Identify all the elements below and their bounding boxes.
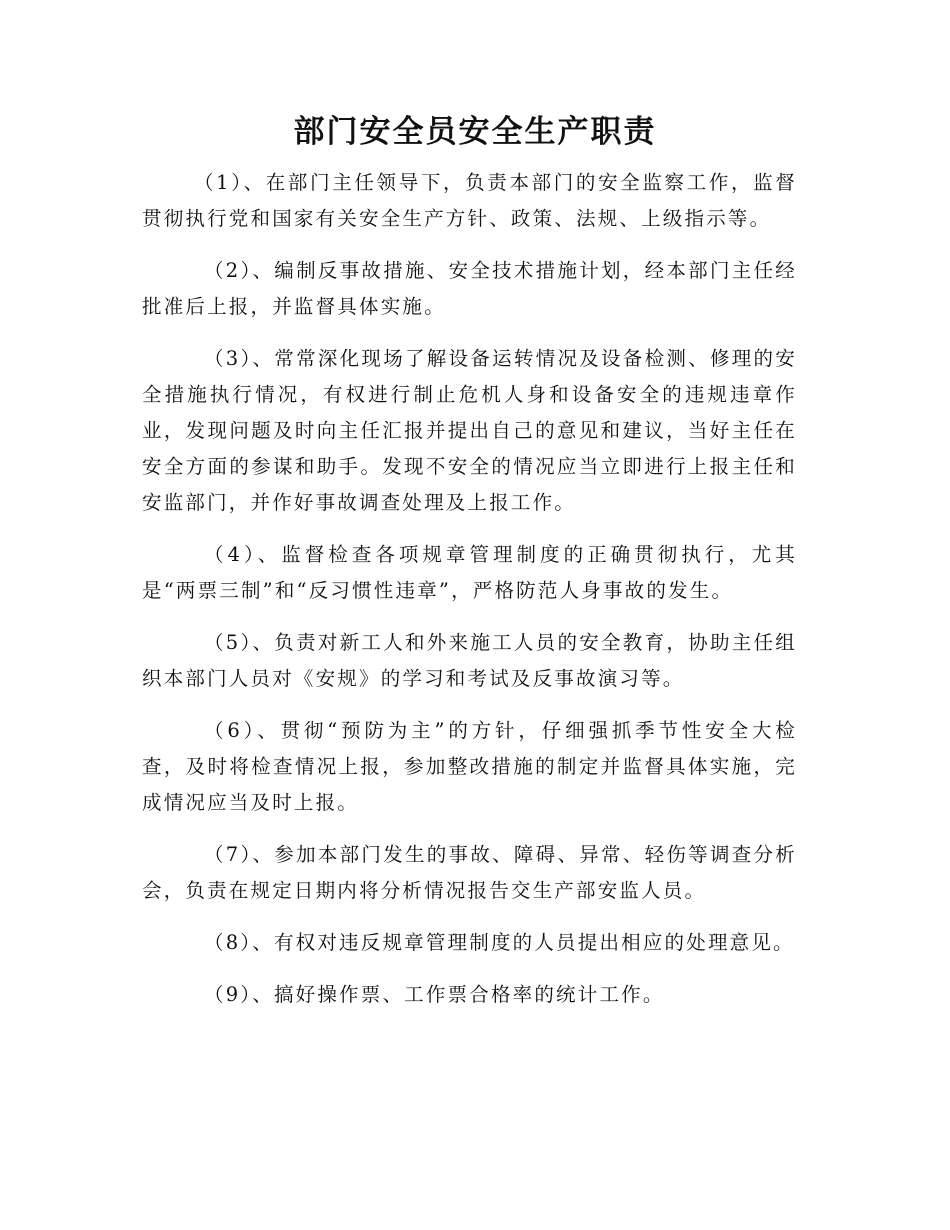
duty-paragraph-9: （9）、搞好操作票、工作票合格率的统计工作。 (204, 983, 665, 1006)
duty-paragraph-5: （5）、负责对新工人和外来施工人员的安全教育，协助主任组织本部门人员对《安规》的学习和考试及反事故演习等。 (142, 631, 797, 690)
duty-paragraph-3: （3）、常常深化现场了解设备运转情况及设备检测、修理的安全措施执行情况，有权进行制止危机人身和设备安全的违规违章作业，发现问题及时向主任汇报并提出自己的意见和建议，当好主任在安全方面的参谋和助手。发现不安全的情况应当立即进行上报主任和安监部门，并作好事故调查处理及上报工作。 (142, 347, 797, 514)
duty-paragraph-7: （7）、参加本部门发生的事故、障碍、异常、轻伤等调查分析会，负责在规定日期内将分析情况报告交生产部安监人员。 (142, 843, 797, 902)
document-title: 部门安全员安全生产职责 (293, 114, 657, 150)
duty-paragraph-6: （6）、贯彻“预防为主”的方针，仔细强抓季节性安全大检查，及时将检查情况上报，参加整改措施的制定并监督具体实施，完成情况应当及时上报。 (142, 719, 797, 814)
duty-paragraph-4: （4）、监督检查各项规章管理制度的正确贯彻执行，尤其是“两票三制”和“反习惯性违章”，严格防范人身事故的发生。 (142, 543, 797, 602)
duty-paragraph-1: （1）、在部门主任领导下，负责本部门的安全监察工作，监督贯彻执行党和国家有关安全生产方针、政策、法规、上级指示等。 (142, 171, 797, 230)
duty-paragraph-2: （2）、编制反事故措施、安全技术措施计划，经本部门主任经批准后上报，并监督具体实施。 (142, 259, 797, 318)
duty-paragraph-8: （8）、有权对违反规章管理制度的人员提出相应的处理意见。 (204, 931, 795, 954)
document-body (142, 165, 797, 1029)
